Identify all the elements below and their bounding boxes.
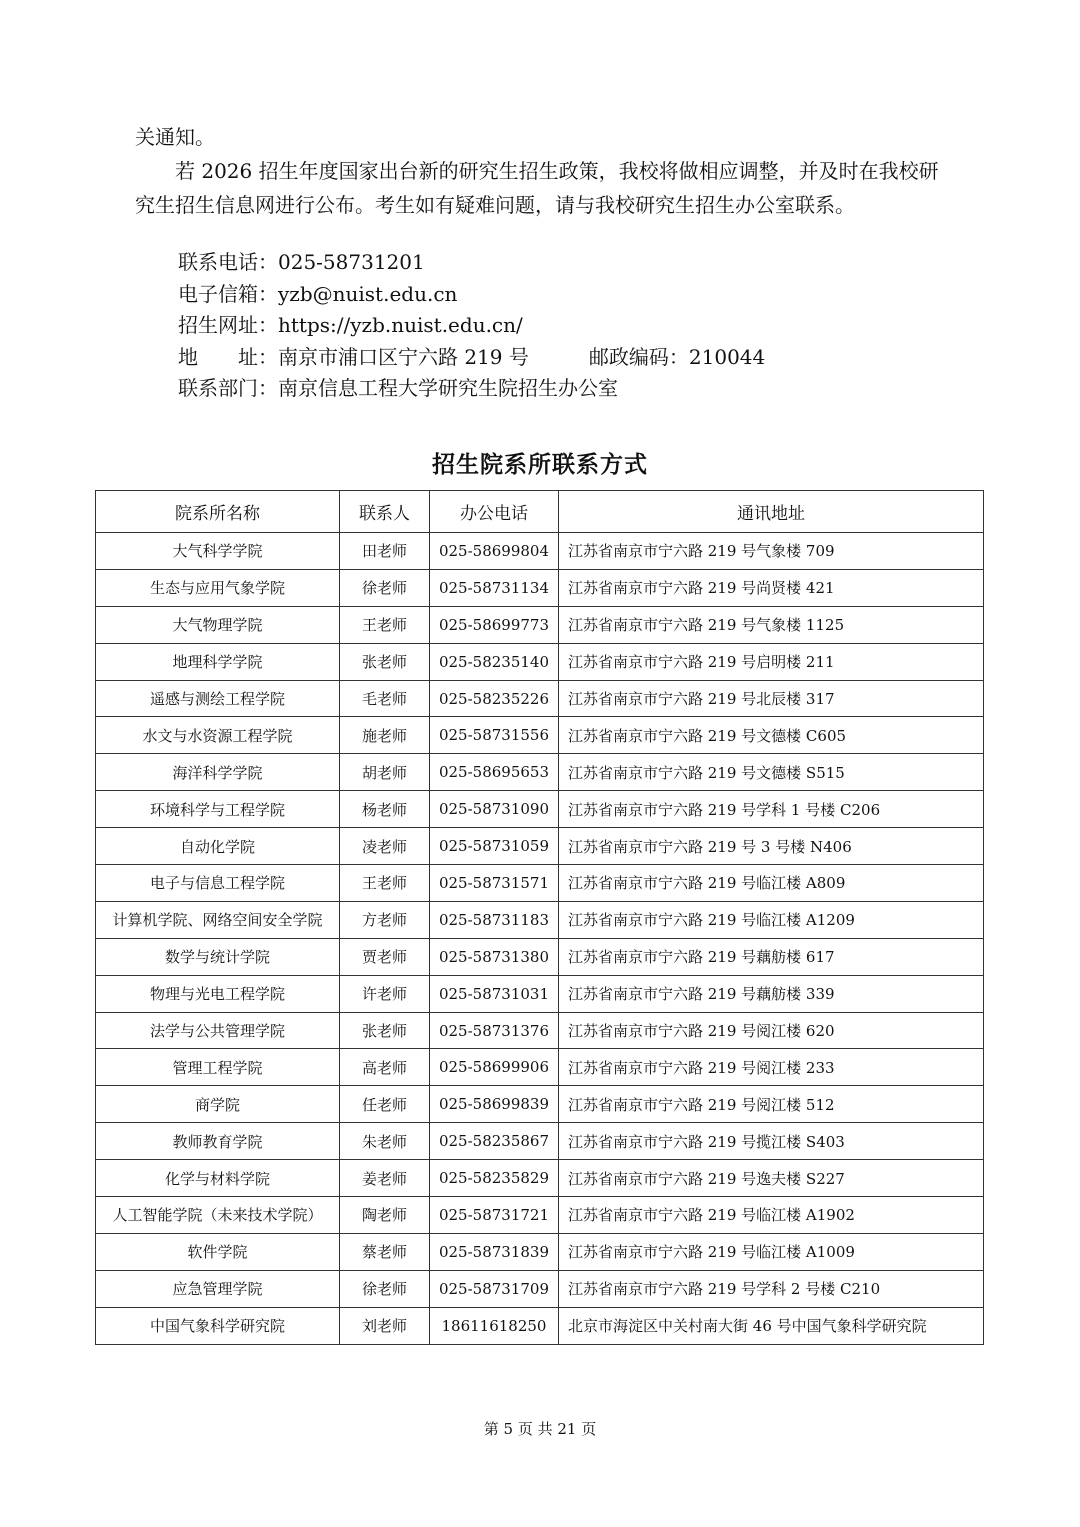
dept-name-cell: 法学与公共管理学院 — [96, 1012, 340, 1049]
header-address: 通讯地址 — [559, 491, 984, 533]
table-row — [96, 533, 984, 570]
contact-person-cell: 张老师 — [340, 643, 430, 680]
address-cell: 江苏省南京市宁六路 219 号临江楼 A1902 — [559, 1197, 984, 1234]
contact-person-cell: 张老师 — [340, 1012, 430, 1049]
dept-name-cell: 数学与统计学院 — [96, 938, 340, 975]
office-phone-cell: 025-58699839 — [430, 1086, 559, 1123]
address-cell: 江苏省南京市宁六路 219 号阅江楼 233 — [559, 1049, 984, 1086]
address-cell: 江苏省南京市宁六路 219 号文德楼 C605 — [559, 717, 984, 754]
contact-email-line — [178, 279, 938, 311]
address-cell: 江苏省南京市宁六路 219 号藕舫楼 617 — [559, 938, 984, 975]
contact-email-label: 电子信箱： — [178, 281, 278, 306]
table-row — [96, 643, 984, 680]
contact-phone-label: 联系电话： — [178, 250, 278, 274]
intro-line: 关通知。 — [135, 125, 215, 149]
office-phone-cell: 025-58731031 — [430, 975, 559, 1012]
contact-person-cell: 施老师 — [340, 717, 430, 754]
contact-person-cell: 田老师 — [340, 533, 430, 570]
office-phone-cell: 025-58731839 — [430, 1233, 559, 1270]
table-row — [96, 1160, 984, 1197]
contact-dept-label: 联系部门： — [178, 376, 278, 400]
office-phone-cell: 025-58731721 — [430, 1197, 559, 1234]
table-body — [96, 533, 984, 1345]
office-phone-cell: 025-58731183 — [430, 901, 559, 938]
dept-name-cell: 化学与材料学院 — [96, 1160, 340, 1197]
contact-block — [178, 247, 938, 405]
address-cell: 江苏省南京市宁六路 219 号逸夫楼 S227 — [559, 1160, 984, 1197]
office-phone-cell: 18611618250 — [430, 1307, 559, 1344]
office-phone-cell: 025-58699804 — [430, 533, 559, 570]
office-phone-cell: 025-58731380 — [430, 938, 559, 975]
contact-person-cell: 高老师 — [340, 1049, 430, 1086]
table-row — [96, 975, 984, 1012]
dept-name-cell: 管理工程学院 — [96, 1049, 340, 1086]
office-phone-cell: 025-58731376 — [430, 1012, 559, 1049]
table-row — [96, 1270, 984, 1307]
table-row — [96, 1307, 984, 1344]
header-name: 院系所名称 — [96, 491, 340, 533]
office-phone-cell: 025-58235829 — [430, 1160, 559, 1197]
contact-person-cell: 姜老师 — [340, 1160, 430, 1197]
contact-person-cell: 胡老师 — [340, 754, 430, 791]
office-phone-cell: 025-58695653 — [430, 754, 559, 791]
address-cell: 江苏省南京市宁六路 219 号气象楼 1125 — [559, 606, 984, 643]
contact-address-value: 南京市浦口区宁六路 219 号 — [278, 344, 529, 369]
table-header-row — [96, 491, 984, 533]
office-phone-cell: 025-58731134 — [430, 569, 559, 606]
contact-address-label: 地 址： — [178, 344, 278, 369]
contact-person-cell: 刘老师 — [340, 1307, 430, 1344]
table-row — [96, 569, 984, 606]
office-phone-cell: 025-58235867 — [430, 1123, 559, 1160]
office-phone-cell: 025-58235140 — [430, 643, 559, 680]
intro-paragraph: 若 2026 招生年度国家出台新的研究生招生政策，我校将做相应调整，并及时在我校研究生招生信息网进行公布。考生如有疑难问题，请与我校研究生招生办公室联系。 — [135, 159, 939, 217]
address-cell: 江苏省南京市宁六路 219 号临江楼 A1209 — [559, 901, 984, 938]
address-cell: 江苏省南京市宁六路 219 号学科 2 号楼 C210 — [559, 1270, 984, 1307]
address-cell: 江苏省南京市宁六路 219 号学科 1 号楼 C206 — [559, 791, 984, 828]
contact-website-value: https://yzb.nuist.edu.cn/ — [278, 313, 523, 337]
table-row — [96, 791, 984, 828]
contact-person-cell: 凌老师 — [340, 828, 430, 865]
contact-person-cell: 王老师 — [340, 865, 430, 902]
office-phone-cell: 025-58235226 — [430, 680, 559, 717]
address-cell: 江苏省南京市宁六路 219 号临江楼 A1009 — [559, 1233, 984, 1270]
address-cell: 北京市海淀区中关村南大街 46 号中国气象科学研究院 — [559, 1307, 984, 1344]
table-row — [96, 938, 984, 975]
dept-name-cell: 大气科学学院 — [96, 533, 340, 570]
table-row — [96, 865, 984, 902]
contact-dept-value: 南京信息工程大学研究生院招生办公室 — [278, 376, 618, 400]
contact-website-line — [178, 310, 938, 342]
address-cell: 江苏省南京市宁六路 219 号尚贤楼 421 — [559, 569, 984, 606]
office-phone-cell: 025-58699773 — [430, 606, 559, 643]
contact-person-cell: 朱老师 — [340, 1123, 430, 1160]
contact-phone-line — [178, 247, 938, 279]
address-cell: 江苏省南京市宁六路 219 号文德楼 S515 — [559, 754, 984, 791]
office-phone-cell: 025-58699906 — [430, 1049, 559, 1086]
address-cell: 江苏省南京市宁六路 219 号 3 号楼 N406 — [559, 828, 984, 865]
table-row — [96, 606, 984, 643]
dept-name-cell: 教师教育学院 — [96, 1123, 340, 1160]
office-phone-cell: 025-58731571 — [430, 865, 559, 902]
table-row — [96, 754, 984, 791]
address-cell: 江苏省南京市宁六路 219 号揽江楼 S403 — [559, 1123, 984, 1160]
contact-person-cell: 徐老师 — [340, 1270, 430, 1307]
dept-name-cell: 中国气象科学研究院 — [96, 1307, 340, 1344]
contact-email-value: yzb@nuist.edu.cn — [278, 281, 458, 306]
office-phone-cell: 025-58731556 — [430, 717, 559, 754]
table-row — [96, 1233, 984, 1270]
dept-name-cell: 应急管理学院 — [96, 1270, 340, 1307]
table-row — [96, 717, 984, 754]
table-row — [96, 1123, 984, 1160]
header-person: 联系人 — [340, 491, 430, 533]
office-phone-cell: 025-58731059 — [430, 828, 559, 865]
dept-name-cell: 软件学院 — [96, 1233, 340, 1270]
dept-name-cell: 环境科学与工程学院 — [96, 791, 340, 828]
dept-name-cell: 地理科学学院 — [96, 643, 340, 680]
table-title: 招生院系所联系方式 — [432, 451, 648, 478]
address-cell: 江苏省南京市宁六路 219 号临江楼 A809 — [559, 865, 984, 902]
dept-name-cell: 水文与水资源工程学院 — [96, 717, 340, 754]
contact-postcode-label: 邮政编码： — [588, 344, 689, 369]
dept-name-cell: 自动化学院 — [96, 828, 340, 865]
department-contacts-table — [95, 490, 984, 1345]
table-row — [96, 1197, 984, 1234]
contact-postcode-value: 210044 — [688, 344, 766, 369]
dept-name-cell: 生态与应用气象学院 — [96, 569, 340, 606]
address-cell: 江苏省南京市宁六路 219 号阅江楼 512 — [559, 1086, 984, 1123]
contact-dept-line — [178, 373, 938, 405]
contact-person-cell: 许老师 — [340, 975, 430, 1012]
dept-name-cell: 商学院 — [96, 1086, 340, 1123]
contact-phone-value: 025-58731201 — [278, 250, 425, 274]
contact-website-label: 招生网址： — [178, 313, 278, 337]
contact-person-cell: 杨老师 — [340, 791, 430, 828]
contact-person-cell: 方老师 — [340, 901, 430, 938]
contact-address-line — [178, 342, 938, 374]
contact-person-cell: 徐老师 — [340, 569, 430, 606]
table-row — [96, 828, 984, 865]
dept-name-cell: 物理与光电工程学院 — [96, 975, 340, 1012]
dept-name-cell: 大气物理学院 — [96, 606, 340, 643]
address-cell: 江苏省南京市宁六路 219 号启明楼 211 — [559, 643, 984, 680]
dept-name-cell: 人工智能学院（未来技术学院） — [96, 1197, 340, 1234]
table-row — [96, 901, 984, 938]
dept-name-cell: 海洋科学学院 — [96, 754, 340, 791]
table-row — [96, 1049, 984, 1086]
dept-name-cell: 遥感与测绘工程学院 — [96, 680, 340, 717]
header-phone: 办公电话 — [430, 491, 559, 533]
dept-name-cell: 计算机学院、网络空间安全学院 — [96, 901, 340, 938]
table-row — [96, 680, 984, 717]
table-row — [96, 1086, 984, 1123]
contact-person-cell: 任老师 — [340, 1086, 430, 1123]
address-cell: 江苏省南京市宁六路 219 号北辰楼 317 — [559, 680, 984, 717]
contact-person-cell: 陶老师 — [340, 1197, 430, 1234]
office-phone-cell: 025-58731709 — [430, 1270, 559, 1307]
table-row — [96, 1012, 984, 1049]
contact-person-cell: 王老师 — [340, 606, 430, 643]
address-cell: 江苏省南京市宁六路 219 号阅江楼 620 — [559, 1012, 984, 1049]
dept-name-cell: 电子与信息工程学院 — [96, 865, 340, 902]
address-cell: 江苏省南京市宁六路 219 号气象楼 709 — [559, 533, 984, 570]
office-phone-cell: 025-58731090 — [430, 791, 559, 828]
contact-person-cell: 蔡老师 — [340, 1233, 430, 1270]
contact-person-cell: 毛老师 — [340, 680, 430, 717]
page-number: 第 5 页 共 21 页 — [483, 1420, 597, 1438]
contact-person-cell: 贾老师 — [340, 938, 430, 975]
address-cell: 江苏省南京市宁六路 219 号藕舫楼 339 — [559, 975, 984, 1012]
